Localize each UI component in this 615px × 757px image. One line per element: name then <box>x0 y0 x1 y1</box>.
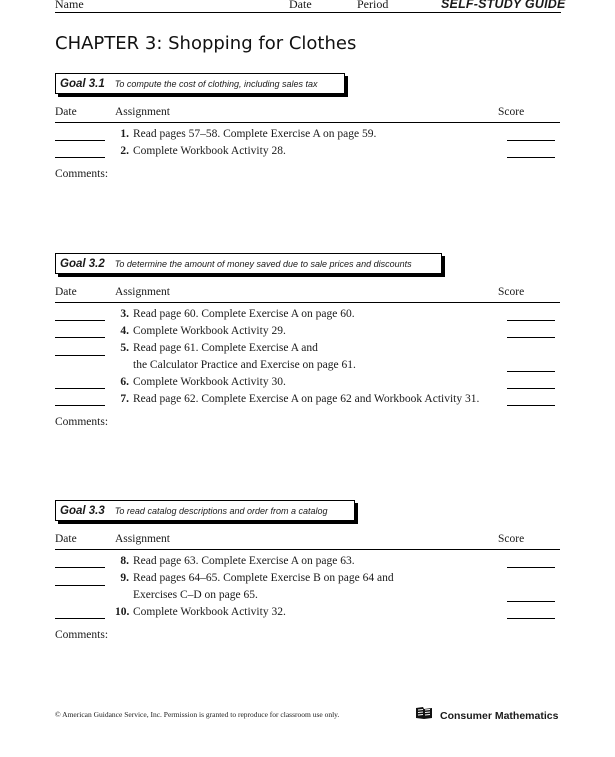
goal-number: Goal 3.2 <box>60 257 105 270</box>
column-header <box>55 106 560 123</box>
date-blank[interactable] <box>55 320 105 321</box>
comments-label: Comments: <box>55 416 109 428</box>
assignment-row-continuation <box>55 589 560 605</box>
score-blank[interactable] <box>507 388 555 389</box>
assignment-number: 7. <box>120 393 129 405</box>
goal-box <box>55 73 345 94</box>
date-blank[interactable] <box>55 618 105 619</box>
assignment-number: 2. <box>120 145 129 157</box>
assignment-text: Read page 60. Complete Exercise A on page 60. <box>133 308 355 320</box>
assignment-number: 3. <box>120 308 129 320</box>
column-assignment: Assignment <box>115 533 170 545</box>
assignment-number: 1. <box>120 128 129 140</box>
score-blank[interactable] <box>507 337 555 338</box>
assignment-row <box>55 555 560 571</box>
assignment-number: 6. <box>120 376 129 388</box>
column-date: Date <box>55 106 77 118</box>
score-blank[interactable] <box>507 157 555 158</box>
assignment-row <box>55 325 560 341</box>
assignment-number: 8. <box>120 555 129 567</box>
assignment-text: Read pages 57–58. Complete Exercise A on page 59. <box>133 128 377 140</box>
goal-number: Goal 3.3 <box>60 504 105 517</box>
comments-label: Comments: <box>55 168 109 180</box>
date-blank[interactable] <box>55 567 105 568</box>
score-blank[interactable] <box>507 320 555 321</box>
column-assignment: Assignment <box>115 106 170 118</box>
book-title: Consumer Mathematics <box>440 709 559 722</box>
date-blank[interactable] <box>55 337 105 338</box>
date-blank[interactable] <box>55 157 105 158</box>
guide-title: SELF-STUDY GUIDE <box>441 0 566 11</box>
goal-description: To determine the amount of money saved due to sale prices and discounts <box>114 258 412 269</box>
date-blank[interactable] <box>55 355 105 356</box>
header-rule <box>55 12 561 13</box>
assignment-row <box>55 342 560 358</box>
goal-description: To read catalog descriptions and order from a catalog <box>114 505 328 516</box>
page-header <box>0 0 615 14</box>
assignment-row <box>55 376 560 392</box>
assignment-text: Read page 61. Complete Exercise A and <box>133 342 318 354</box>
footer-brand <box>414 706 558 725</box>
assignment-number: 4. <box>120 325 129 337</box>
assignment-row <box>55 128 560 144</box>
assignment-text: Complete Workbook Activity 32. <box>133 606 286 618</box>
assignment-text: the Calculator Practice and Exercise on page 61. <box>133 359 356 371</box>
assignment-number: 5. <box>120 342 129 354</box>
assignment-row <box>55 606 560 622</box>
copyright-notice: © American Guidance Service, Inc. Permission is granted to reproduce for classroom use only. <box>55 710 340 719</box>
date-label: Date <box>289 0 312 11</box>
assignment-row <box>55 572 560 588</box>
column-date: Date <box>55 286 77 298</box>
goal-box <box>55 500 355 521</box>
period-label: Period <box>357 0 389 11</box>
name-label: Name <box>55 0 84 11</box>
column-assignment: Assignment <box>115 286 170 298</box>
score-blank[interactable] <box>507 140 555 141</box>
goal-box <box>55 253 442 274</box>
score-blank[interactable] <box>507 371 555 372</box>
date-blank[interactable] <box>55 388 105 389</box>
goal-number: Goal 3.1 <box>60 77 105 90</box>
column-score: Score <box>498 533 525 545</box>
column-header <box>55 533 560 550</box>
book-icon <box>414 706 434 725</box>
assignment-row <box>55 308 560 324</box>
column-header <box>55 286 560 303</box>
assignment-text: Complete Workbook Activity 28. <box>133 145 286 157</box>
column-score: Score <box>498 106 525 118</box>
assignment-text: Exercises C–D on page 65. <box>133 589 258 601</box>
assignment-text: Read pages 64–65. Complete Exercise B on page 64 and <box>133 572 394 584</box>
column-date: Date <box>55 533 77 545</box>
date-blank[interactable] <box>55 140 105 141</box>
assignment-text: Read page 63. Complete Exercise A on page 63. <box>133 555 355 567</box>
score-blank[interactable] <box>507 567 555 568</box>
comments-label: Comments: <box>55 629 109 641</box>
assignment-row <box>55 393 560 409</box>
goal-description: To compute the cost of clothing, including sales tax <box>114 78 318 89</box>
assignment-number: 10. <box>115 606 130 618</box>
score-blank[interactable] <box>507 601 555 602</box>
score-blank[interactable] <box>507 405 555 406</box>
assignment-text: Complete Workbook Activity 30. <box>133 376 286 388</box>
date-blank[interactable] <box>55 585 105 586</box>
column-score: Score <box>498 286 525 298</box>
chapter-title: CHAPTER 3: Shopping for Clothes <box>55 33 357 54</box>
date-blank[interactable] <box>55 405 105 406</box>
assignment-text: Complete Workbook Activity 29. <box>133 325 286 337</box>
assignment-row-continuation <box>55 359 560 375</box>
assignment-number: 9. <box>120 572 129 584</box>
assignment-text: Read page 62. Complete Exercise A on page 62 and Workbook Activity 31. <box>133 393 480 405</box>
assignment-row <box>55 145 560 161</box>
score-blank[interactable] <box>507 618 555 619</box>
